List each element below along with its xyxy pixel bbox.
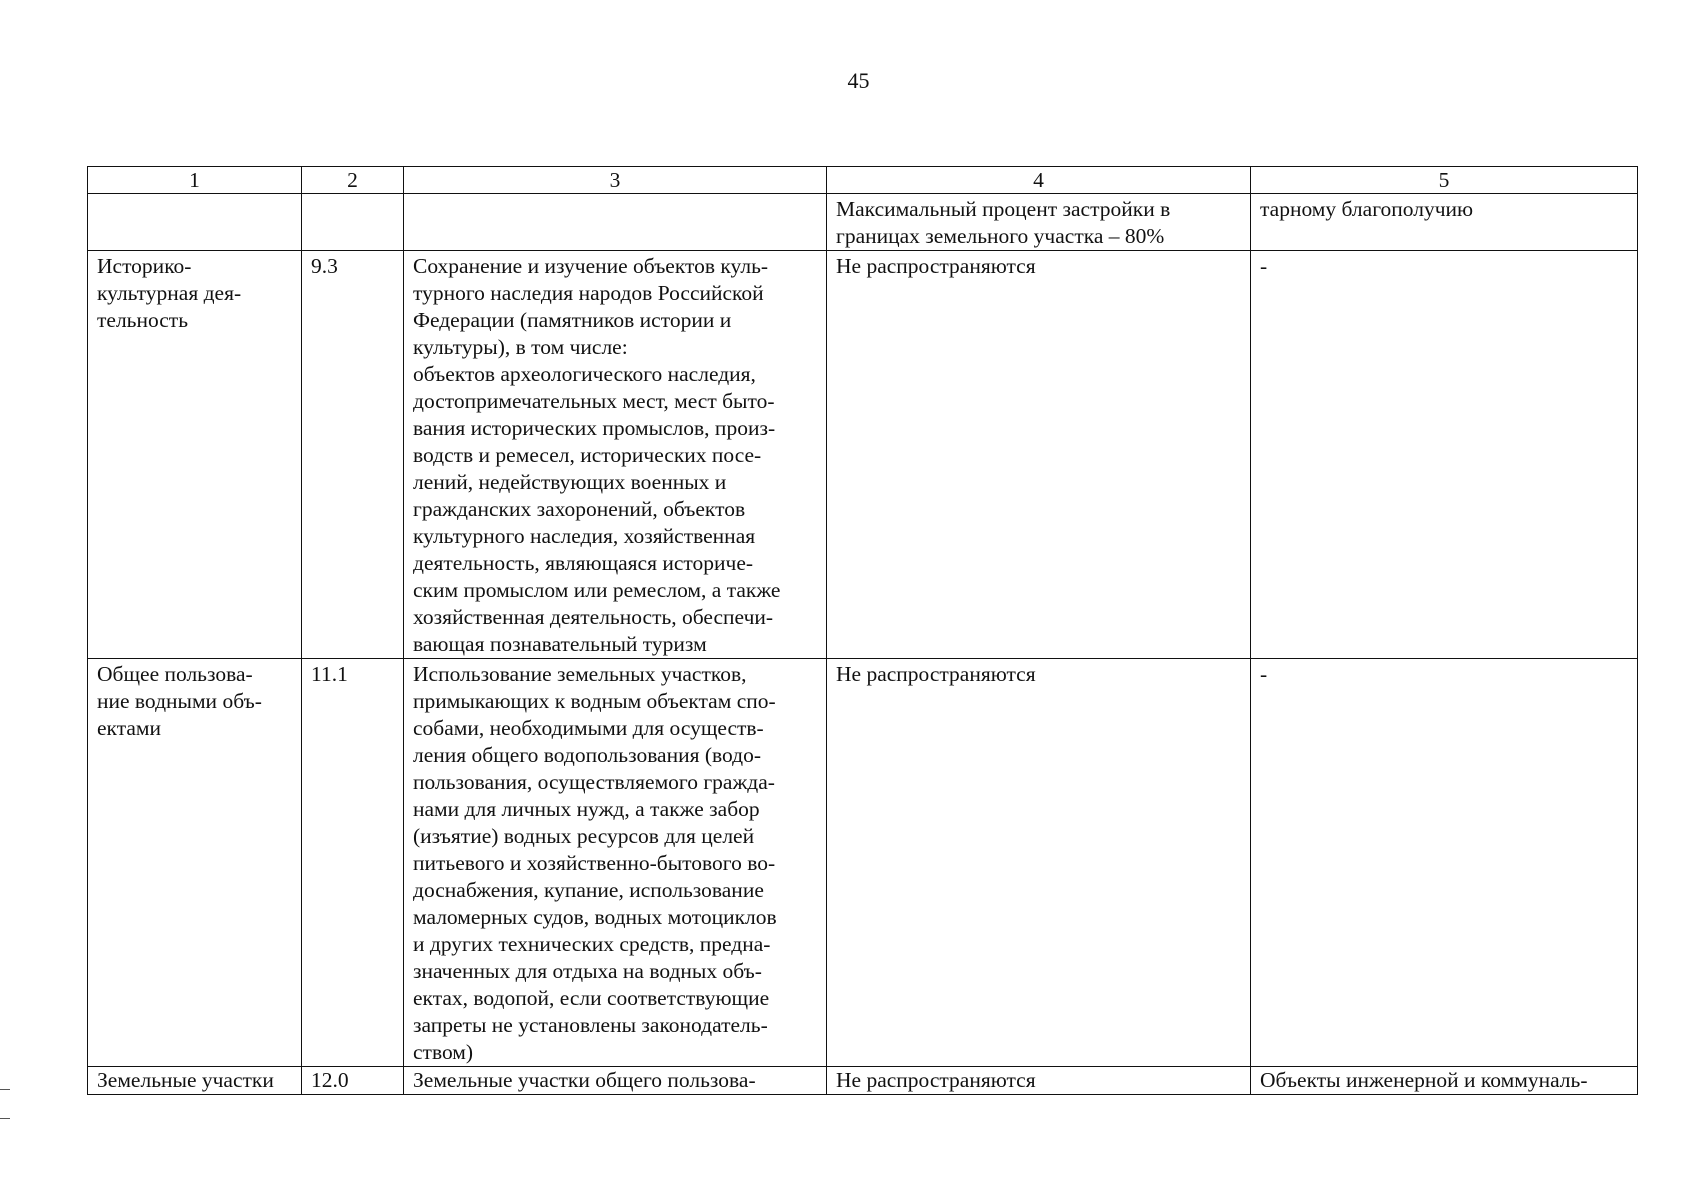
table-row (88, 251, 1638, 659)
row-code-cell: 9.3 (302, 251, 404, 659)
row-code-cell: 11.1 (302, 659, 404, 1067)
row-parameters-cell: Не распространяются (827, 1067, 1251, 1095)
continuation-description-cell (404, 194, 827, 251)
header-col-3: 3 (404, 167, 827, 194)
page-number: 45 (847, 68, 870, 93)
header-col-2: 2 (302, 167, 404, 194)
document-table-container (87, 166, 1637, 1095)
continuation-parameters-cell: Максимальный процент застройки в границах земельного участка – 80% (827, 194, 1251, 251)
continuation-restrictions-cell: тарному благополучию (1251, 194, 1638, 251)
land-use-table (87, 166, 1638, 1095)
continuation-name-cell (88, 194, 302, 251)
table-row (88, 1067, 1638, 1095)
row-description-cell: Сохранение и изучение объектов куль- турного наследия народов Российской Федерации (памятников истории и культуры), в том числе: объектов археологического наследия, достопримечательных мест, мест быто- вания исторических промыслов, произ- водств и ремесел, исторических посе- лений, недействующих военных и гражданских захоронений, объектов культурного наследия, хозяйственная деятельность, являющаяся историче- ским промыслом или ремеслом, а также хозяйственная деятельность, обеспечи- вающая познавательный туризм (404, 251, 827, 659)
row-name-cell: Историко- культурная дея- тельность (88, 251, 302, 659)
row-description-cell: Использование земельных участков, примыкающих к водным объектам спо- собами, необходимыми для осуществ- ления общего водопользования (водо- пользования, осуществляемого гражда- нами для личных нужд, а также забор (изъятие) водных ресурсов для целей питьевого и хозяйственно-бытового во- доснабжения, купание, использование маломерных судов, водных мотоциклов и других технических средств, предна- значенных для отдыха на водных объ- ектах, водопой, если соответствующие запреты не установлены законодатель- ством) (404, 659, 827, 1067)
header-col-5: 5 (1251, 167, 1638, 194)
header-col-4: 4 (827, 167, 1251, 194)
margin-mark-bottom (0, 1118, 10, 1119)
row-code-cell: 12.0 (302, 1067, 404, 1095)
row-restrictions-cell: Объекты инженерной и коммуналь- (1251, 1067, 1638, 1095)
continuation-code-cell (302, 194, 404, 251)
row-parameters-cell: Не распространяются (827, 251, 1251, 659)
table-row-continuation (88, 194, 1638, 251)
row-restrictions-cell: - (1251, 251, 1638, 659)
row-name-cell: Общее пользова- ние водными объ- ектами (88, 659, 302, 1067)
header-col-1: 1 (88, 167, 302, 194)
row-parameters-cell: Не распространяются (827, 659, 1251, 1067)
row-name-cell: Земельные участки (88, 1067, 302, 1095)
margin-mark-top (0, 1089, 10, 1090)
row-description-cell: Земельные участки общего пользова- (404, 1067, 827, 1095)
row-restrictions-cell: - (1251, 659, 1638, 1067)
table-header-row (88, 167, 1638, 194)
table-row (88, 659, 1638, 1067)
